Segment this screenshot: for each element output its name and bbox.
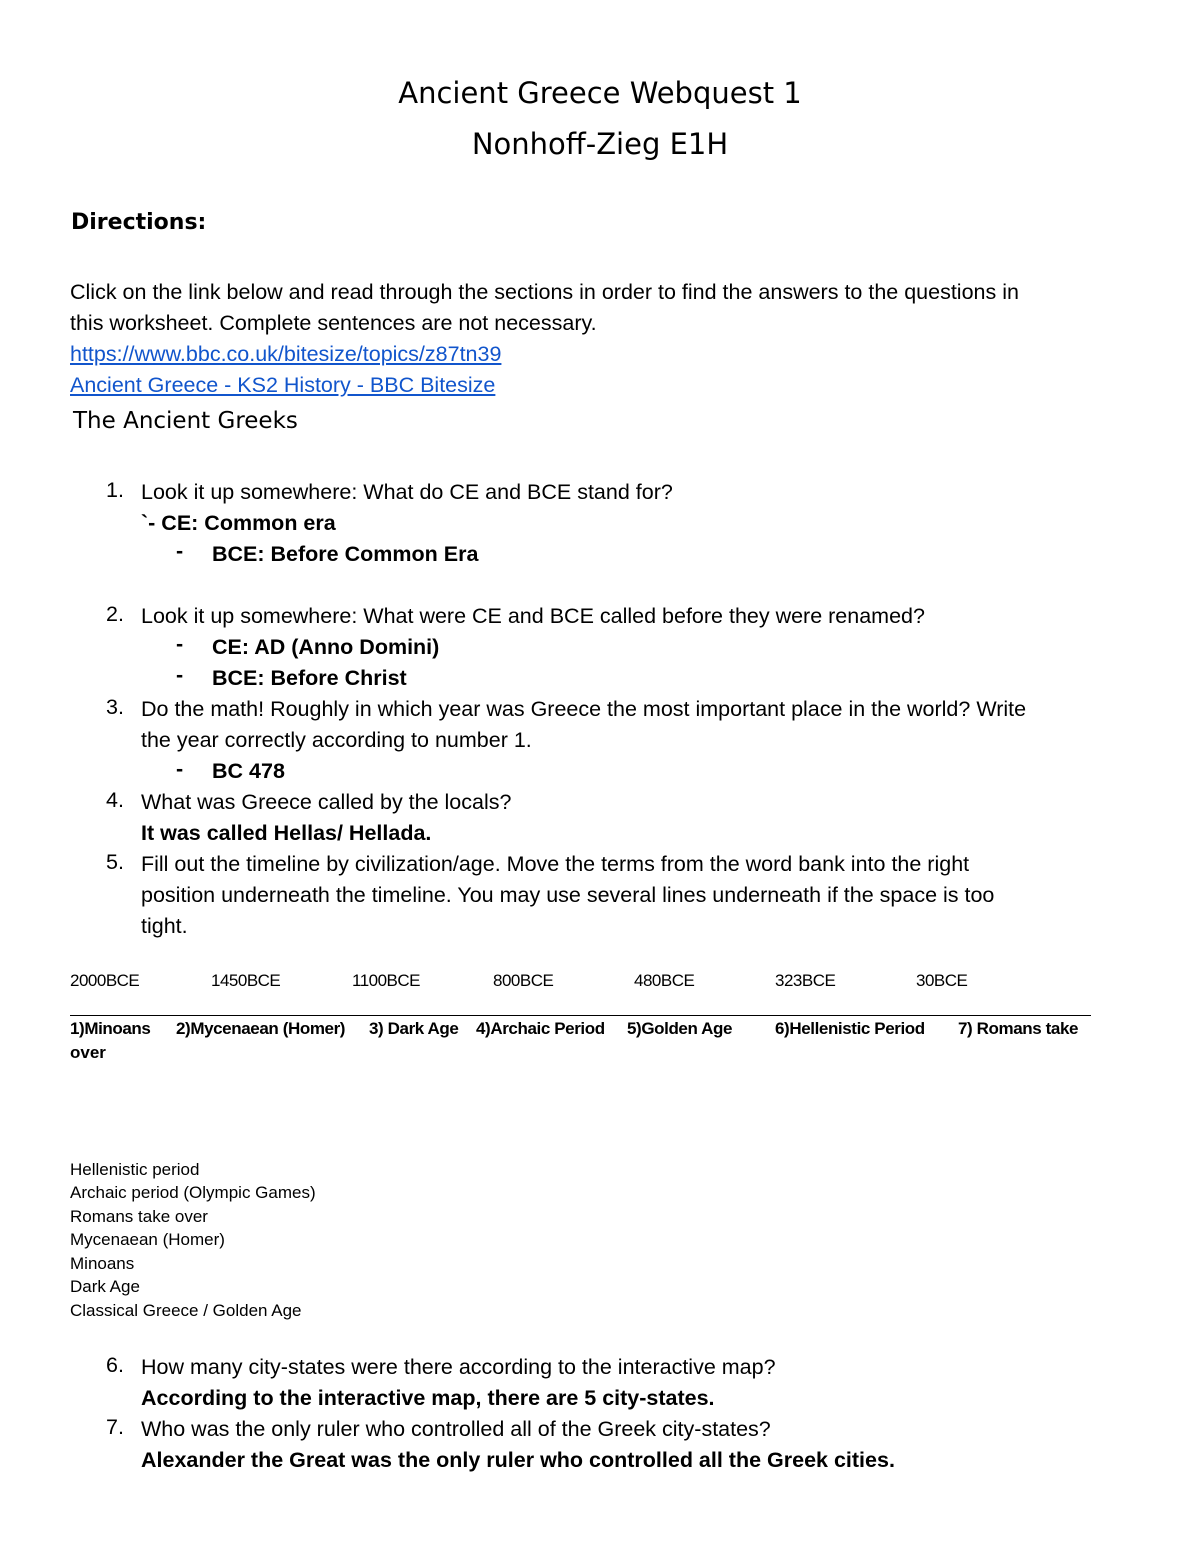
timeline-line <box>70 1015 1091 1016</box>
answer-dash: - <box>176 539 184 563</box>
document-subtitle: Nonhoff-Zieg E1H <box>471 127 729 161</box>
word-bank-item: Romans take over <box>70 1207 208 1226</box>
question-5-line-1: Fill out the timeline by civilization/age. Move the terms from the word bank into the right <box>141 852 970 876</box>
timeline-date: 2000BCE <box>70 971 140 990</box>
question-6-answer: According to the interactive map, there are 5 city-states. <box>141 1386 715 1410</box>
question-3-answer: BC 478 <box>212 759 285 783</box>
timeline-answer: 6)Hellenistic Period <box>775 1019 925 1038</box>
timeline-answer: 4)Archaic Period <box>476 1019 605 1038</box>
question-number: 7. <box>106 1415 124 1439</box>
question-1-text: Look it up somewhere: What do CE and BCE stand for? <box>141 480 673 504</box>
bbc-url-link[interactable]: https://www.bbc.co.uk/bitesize/topics/z87tn39 <box>70 342 502 366</box>
answer-dash: - <box>176 757 184 781</box>
question-number: 4. <box>106 788 124 812</box>
timeline-date: 1100BCE <box>352 971 421 990</box>
question-number: 1. <box>106 478 124 502</box>
document-title: Ancient Greece Webquest 1 <box>398 76 802 110</box>
question-number: 5. <box>106 850 124 874</box>
answer-dash: - <box>176 663 184 687</box>
question-2-text: Look it up somewhere: What were CE and BCE called before they were renamed? <box>141 604 925 628</box>
question-number: 6. <box>106 1353 124 1377</box>
question-3-line-1: Do the math! Roughly in which year was Greece the most important place in the world? Write <box>141 697 1027 721</box>
question-4-answer: It was called Hellas/ Hellada. <box>141 821 432 845</box>
question-5-line-2: position underneath the timeline. You may use several lines underneath if the space is too <box>141 883 995 907</box>
question-7-text: Who was the only ruler who controlled all of the Greek city-states? <box>141 1417 771 1441</box>
word-bank-item: Mycenaean (Homer) <box>70 1230 225 1249</box>
question-1-answer-bce: BCE: Before Common Era <box>212 542 479 566</box>
question-5-line-3: tight. <box>141 914 188 938</box>
question-2-answer-ce: CE: AD (Anno Domini) <box>212 635 440 659</box>
question-4-text: What was Greece called by the locals? <box>141 790 512 814</box>
question-6-text: How many city-states were there according to the interactive map? <box>141 1355 776 1379</box>
answer-dash: - <box>176 632 184 656</box>
timeline-answer: 7) Romans take <box>958 1019 1079 1038</box>
question-7-answer: Alexander the Great was the only ruler who controlled all the Greek cities. <box>141 1448 895 1472</box>
directions-line-1: Click on the link below and read through the sections in order to find the answers to the questions in <box>70 280 1019 304</box>
timeline-answer: 3) Dark Age <box>369 1019 459 1038</box>
question-2-answer-bce: BCE: Before Christ <box>212 666 407 690</box>
question-3-line-2: the year correctly according to number 1. <box>141 728 532 752</box>
timeline-date: 1450BCE <box>211 971 281 990</box>
section-heading: The Ancient Greeks <box>73 408 298 434</box>
timeline-answer: 2)Mycenaean (Homer) <box>176 1019 346 1038</box>
timeline-date: 323BCE <box>775 971 836 990</box>
word-bank-item: Minoans <box>70 1254 135 1273</box>
bbc-bitesize-link[interactable]: Ancient Greece - KS2 History - BBC Bitesize <box>70 373 496 397</box>
timeline-date: 800BCE <box>493 971 554 990</box>
word-bank-item: Classical Greece / Golden Age <box>70 1301 302 1320</box>
word-bank-item: Hellenistic period <box>70 1160 200 1179</box>
timeline-answer: 1)Minoans <box>70 1019 151 1038</box>
directions-line-2: this worksheet. Complete sentences are not necessary. <box>70 311 597 335</box>
word-bank-item: Archaic period (Olympic Games) <box>70 1183 316 1202</box>
timeline-date: 480BCE <box>634 971 695 990</box>
timeline-date: 30BCE <box>916 971 968 990</box>
directions-heading: Directions: <box>71 210 207 235</box>
question-1-answer-ce: `- CE: Common era <box>141 511 336 535</box>
question-number: 3. <box>106 695 124 719</box>
timeline-answer-wrap: over <box>70 1043 106 1062</box>
question-number: 2. <box>106 602 124 626</box>
timeline-answer: 5)Golden Age <box>627 1019 733 1038</box>
word-bank-item: Dark Age <box>70 1277 140 1296</box>
